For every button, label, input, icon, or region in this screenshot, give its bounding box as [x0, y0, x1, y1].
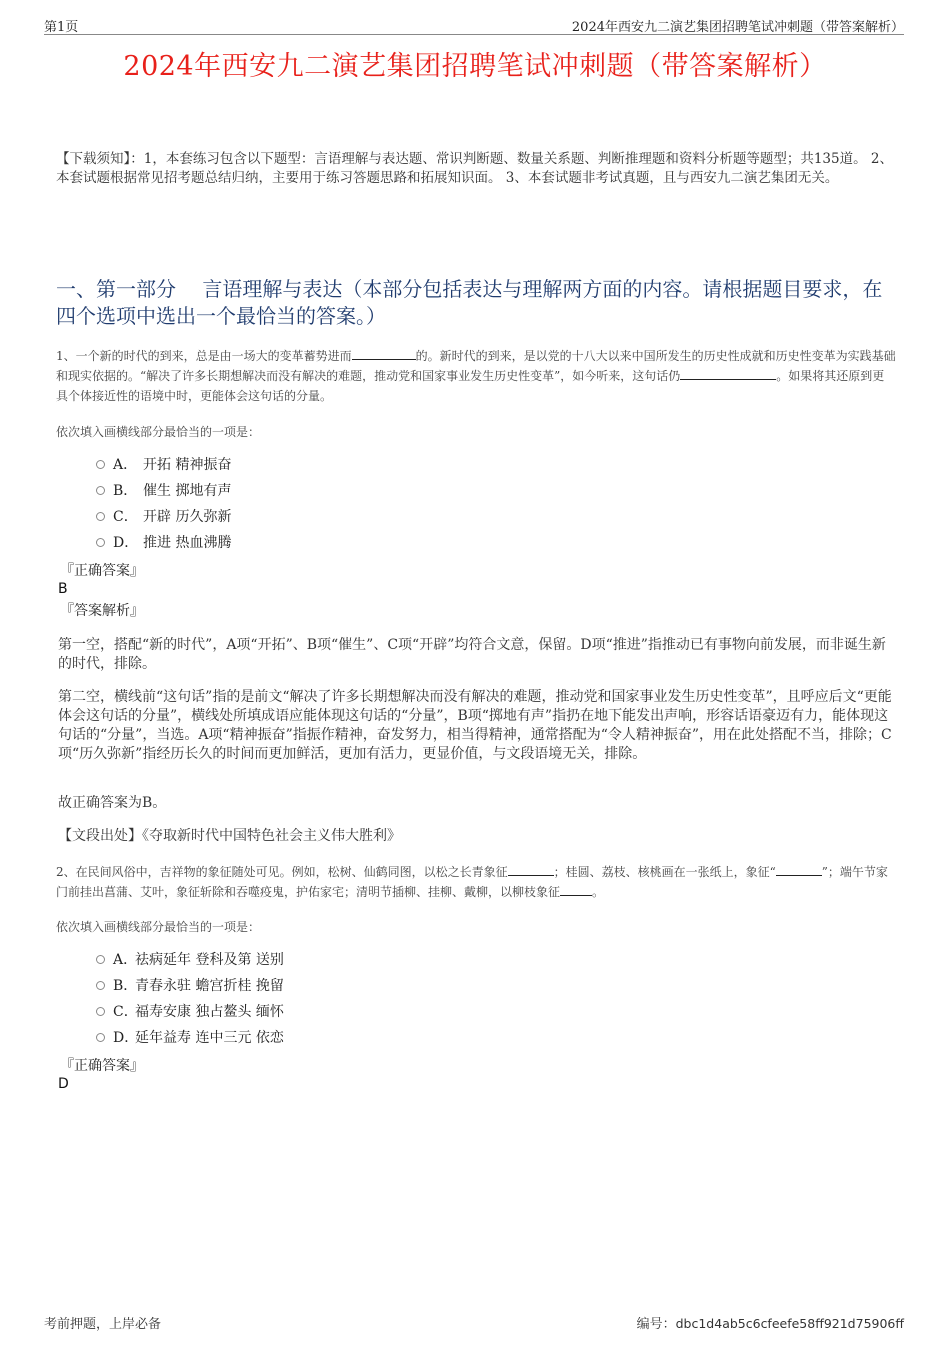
option-c[interactable]: C．福寿安康 独占鳌头 缅怀 [96, 999, 284, 1025]
option-c[interactable]: C． 开辟 历久弥新 [96, 504, 231, 530]
question-2-prompt: 依次填入画横线部分最恰当的一项是： [56, 920, 261, 934]
analysis-paragraph-2: 第二空，横线前“这句话”指的是前文“解决了许多长期想解决而没有解决的难题，推动党和国家事业发生历史性变革”，且呼应后文“更能体会这句话的分量”，横线处所填成语应能体现这句话的“分量”，B项“掷地有声”指扔在地下能发出声响，形容话语豪迈有力，能体现这句话的“分量”，当选。A项“精神振奋”指振作精神，奋发努力，相当得精神，通常搭配为“令人精神振奋”，用在此处搭配不当，排除；C项“历久弥新”指经历长久的时间而更加鲜活，更加有活力，更显价值，与文段语境无关，排除。 [58, 689, 892, 762]
blank-line [776, 863, 822, 876]
analysis-label: 『答案解析』 [60, 603, 144, 619]
correct-answer: B [58, 581, 68, 597]
blank-line [560, 883, 592, 896]
radio-icon[interactable] [96, 1007, 105, 1016]
document-title: 2024年西安九二演艺集团招聘笔试冲刺题（带答案解析） [123, 51, 827, 82]
blank-line [508, 863, 554, 876]
analysis-paragraph-1: 第一空，搭配“新的时代”，A项“开拓”、B项“催生”、C项“开辟”均符合文意，保留。D项“推进”指推动已有事物向前发展，而非诞生新的时代，排除。 [58, 637, 886, 672]
footer-slogan: 考前押题，上岸必备 [44, 1317, 162, 1332]
radio-icon[interactable] [96, 486, 105, 495]
option-a[interactable]: A． 开拓 精神振奋 [96, 452, 231, 478]
blank-line [352, 347, 416, 360]
section-heading: 一、第一部分 言语理解与表达（本部分包括表达与理解两方面的内容。请根据题目要求，在四个选项中选出一个最恰当的答案。） [56, 277, 883, 328]
document-code: 编号：dbc1d4ab5c6cfeefe58ff921d75906ff [636, 1316, 904, 1332]
question-1-prompt: 依次填入画横线部分最恰当的一项是： [56, 425, 261, 439]
question-1-options [96, 452, 231, 556]
radio-icon[interactable] [96, 460, 105, 469]
conclusion: 故正确答案为B。 [58, 795, 167, 811]
option-a[interactable]: A．祛病延年 登科及第 送别 [96, 947, 284, 973]
question-1-stem [56, 346, 896, 406]
question-2-stem: 2、在民间风俗中，吉祥物的象征随处可见。例如，松树、仙鹤同图，以松之长青象征 ；桂圆、荔枝、核桃画在一张纸上，象征“ ”；端午节家门前挂出菖蒲、艾叶，象征斩除和吞噬疫鬼，护佑家宅；清明节插柳、挂柳、戴柳，以柳枝象征 。 [56, 865, 888, 899]
page-number: 第1页 [44, 20, 79, 35]
radio-icon[interactable] [96, 1033, 105, 1042]
option-d[interactable]: D． 推进 热血沸腾 [96, 530, 231, 556]
passage-source: 【文段出处】《夺取新时代中国特色社会主义伟大胜利》 [58, 828, 401, 844]
blank-line [680, 367, 776, 380]
radio-icon[interactable] [96, 512, 105, 521]
radio-icon[interactable] [96, 538, 105, 547]
correct-answer: D [58, 1076, 69, 1092]
option-b[interactable]: B． 催生 掷地有声 [96, 478, 231, 504]
header-doc-title: 2024年西安九二演艺集团招聘笔试冲刺题（带答案解析） [571, 20, 904, 35]
question-1-text-1: 1、一个新的时代的到来，总是由一场大的变革蓄势进而 [56, 349, 352, 363]
question-1-text-3: 。如果将其还原到更具个体接近性的语境中时，更能体会这句话的分量。 [56, 369, 885, 403]
download-notice: 【下载须知】：1，本套练习包含以下题型：言语理解与表达题、常识判断题、数量关系题、判断推理题和资料分析题等题型；共135道。 2、本套试题根据常见招考题总结归纳，主要用于练习答题思路和拓展知识面。 3、本套试题非考试真题，且与西安九二演艺集团无关。 [56, 151, 893, 186]
page-header [44, 14, 904, 35]
option-d[interactable]: D．延年益寿 连中三元 依恋 [96, 1025, 284, 1051]
option-b[interactable]: B．青春永驻 蟾宫折桂 挽留 [96, 973, 284, 999]
radio-icon[interactable] [96, 981, 105, 990]
question-2-options [96, 947, 284, 1051]
answer-label: 『正确答案』 [60, 563, 144, 579]
answer-label: 『正确答案』 [60, 1058, 144, 1074]
question-1-text-2: 的。新时代的到来，是以党的十八大以来中国所发生的历史性成就和历史性变革为实践基础和现实依据的。“解决了许多长期想解决而没有解决的难题，推动党和国家事业发生历史性变革”，如今听来，这句话仍 [56, 349, 896, 383]
page-footer [44, 1313, 904, 1332]
radio-icon[interactable] [96, 955, 105, 964]
